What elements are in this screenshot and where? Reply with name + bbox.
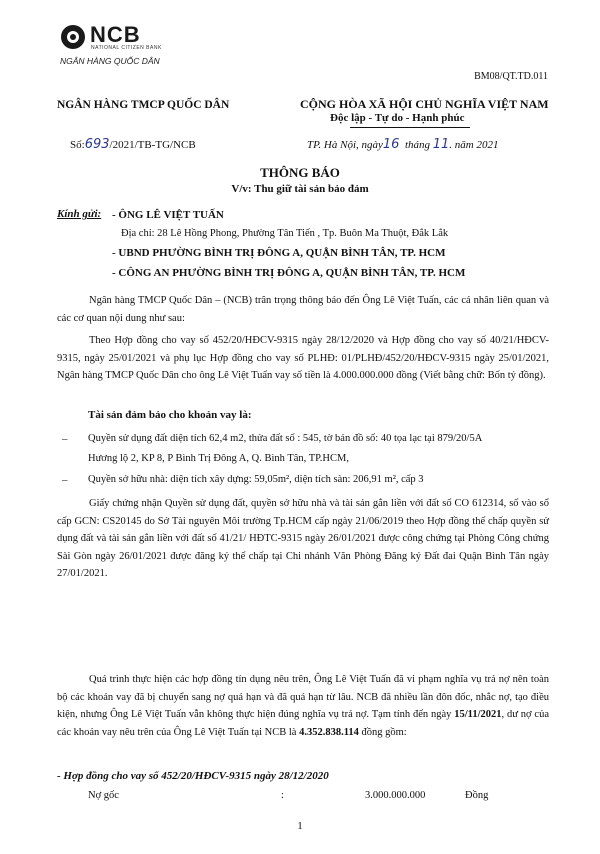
principal-value: 3.000.000.000 bbox=[365, 790, 426, 801]
asset-1-line-1: Quyền sử dụng đất diện tích 62,4 m2, thửa đất số : 545, tờ bản đồ số: 40 tọa lạc tại 879/20/5A bbox=[88, 433, 483, 444]
motto: Độc lập - Tự do - Hạnh phúc bbox=[330, 112, 465, 124]
overdue-paragraph bbox=[57, 671, 549, 741]
place-date bbox=[307, 137, 499, 152]
logo-brand-sub: NATIONAL CITIZEN BANK bbox=[91, 45, 162, 51]
overdue-text-a: Quá trình thực hiện các hợp đồng tín dụng nêu trên, Ông Lê Việt Tuấn đã vi phạm nghĩa vụ trả nợ nên toàn bộ các khoản vay đã bị chuyển sang nợ quá hạn và đã quá hạn từ lâu. NCB đã nhiều lần đôn đốc, nhắc nợ, tạo điều kiện, nhưng Ông Lê Việt Tuấn vẫn không thực hiện đúng nghĩa vụ trả nợ. Tạm tính đến ngày bbox=[57, 674, 549, 720]
logo-brand-vn: NGÂN HÀNG QUỐC DÂN bbox=[60, 56, 160, 66]
assets-heading: Tài sản đảm bảo cho khoản vay là: bbox=[88, 409, 252, 421]
overdue-amount: 4.352.838.114 bbox=[299, 726, 359, 738]
overdue-date: 15/11/2021 bbox=[454, 709, 502, 720]
document-number bbox=[70, 137, 196, 152]
principal-unit: Đồng bbox=[465, 790, 489, 801]
docno-handwritten: 693 bbox=[84, 137, 110, 152]
recipients-label: Kính gửi: bbox=[57, 208, 102, 220]
document-subject: V/v: Thu giữ tài sản bảo đảm bbox=[231, 183, 369, 195]
document-title: THÔNG BÁO bbox=[260, 165, 340, 180]
bank-name: NGÂN HÀNG TMCP QUỐC DÂN bbox=[57, 99, 230, 111]
logo-brand: NCB bbox=[90, 22, 141, 47]
doc-code: BM08/QT.TD.011 bbox=[474, 71, 548, 82]
ncb-logo-icon bbox=[60, 24, 86, 50]
overdue-text-c: đồng gồm: bbox=[358, 726, 407, 738]
recipient-3: - CÔNG AN PHƯỜNG BÌNH TRỊ ĐÔNG A, QUẬN BÌNH TÂN, TP. HCM bbox=[112, 267, 466, 279]
recipient-address: Địa chỉ: 28 Lê Hồng Phong, Phường Tân Tiến , Tp. Buôn Ma Thuột, Đắk Lắk bbox=[121, 228, 449, 239]
recipient-1: - ÔNG LÊ VIỆT TUẤN bbox=[112, 209, 224, 221]
principal-colon: : bbox=[281, 790, 284, 801]
bullet-dash: – bbox=[62, 474, 68, 486]
loan-paragraph: Theo Hợp đồng cho vay số 452/20/HĐCV-9315 ngày 28/12/2020 và Hợp đồng cho vay số 40/21/HĐCV-9315, ngày 25/01/2021 và phụ lục Hợp đồng cho vay số PLHĐ: 01/PLHĐ/452/20/HĐCV-9315 ngày 25/01/2021, Ngân hàng TMCP Quốc Dân cho ông Lê Việt Tuấn vay số tiền là 4.000.000.000 đồng (Viết bằng chữ: Bốn tỷ đồng). bbox=[57, 335, 549, 381]
month-label: tháng bbox=[404, 139, 430, 151]
month-handwritten: 11 bbox=[432, 137, 450, 152]
page-number: 1 bbox=[297, 820, 303, 832]
place-prefix: TP. Hà Nội, ngày bbox=[307, 139, 383, 151]
asset-1-line-2: Hương lộ 2, KP 8, P Bình Trị Đông A, Q. Bình Tân, TP.HCM, bbox=[88, 453, 349, 464]
principal-label: Nợ gốc bbox=[88, 790, 119, 801]
bullet-dash: – bbox=[62, 433, 68, 445]
docno-prefix: Số: bbox=[70, 139, 85, 151]
asset-2-line: Quyền sở hữu nhà: diện tích xây dựng: 59,05m², diện tích sàn: 206,91 m², cấp 3 bbox=[88, 474, 424, 485]
intro-paragraph: Ngân hàng TMCP Quốc Dân – (NCB) trân trọng thông báo đến Ông Lê Việt Tuấn, các cá nhân liên quan và các cơ quan nội dung như sau: bbox=[57, 295, 549, 324]
docno-suffix: /2021/TB-TG/NCB bbox=[109, 139, 196, 151]
year-text: . năm 2021 bbox=[449, 139, 499, 151]
bank-logo bbox=[60, 20, 180, 68]
motto-underline bbox=[350, 127, 470, 128]
overdue-text-b: , dư nợ của các khoản vay nêu trên của Ông Lê Việt Tuấn tại NCB là bbox=[57, 709, 549, 738]
certificate-paragraph: Giấy chứng nhận Quyền sử dụng đất, quyền sở hữu nhà và tài sản gắn liền với đất số CO 612314, số vào sổ cấp GCN: CS20145 do Sở Tài nguyên Môi trường Tp.HCM cấp ngày 21/06/2019 theo Hợp đồng thế chấp quyền sử dụng đất và tài sản gắn liền với đất số 41/21/ HĐTC-9315 ngày 26/01/2021 được công chứng tại Phòng Công chứng Sài Gòn ngày 26/01/2021 được đăng ký thế chấp tại Chi nhánh Văn Phòng Đăng ký Đất đai Quận Bình Tân ngày 27/01/2021. bbox=[57, 498, 549, 579]
recipient-2: - UBND PHƯỜNG BÌNH TRỊ ĐÔNG A, QUẬN BÌNH TÂN, TP. HCM bbox=[112, 247, 446, 259]
day-handwritten: 16 bbox=[382, 137, 400, 152]
contract-line: - Hợp đồng cho vay số 452/20/HĐCV-9315 ngày 28/12/2020 bbox=[57, 770, 329, 782]
nation-title: CỘNG HÒA XÃ HỘI CHỦ NGHĨA VIỆT NAM bbox=[300, 97, 549, 111]
